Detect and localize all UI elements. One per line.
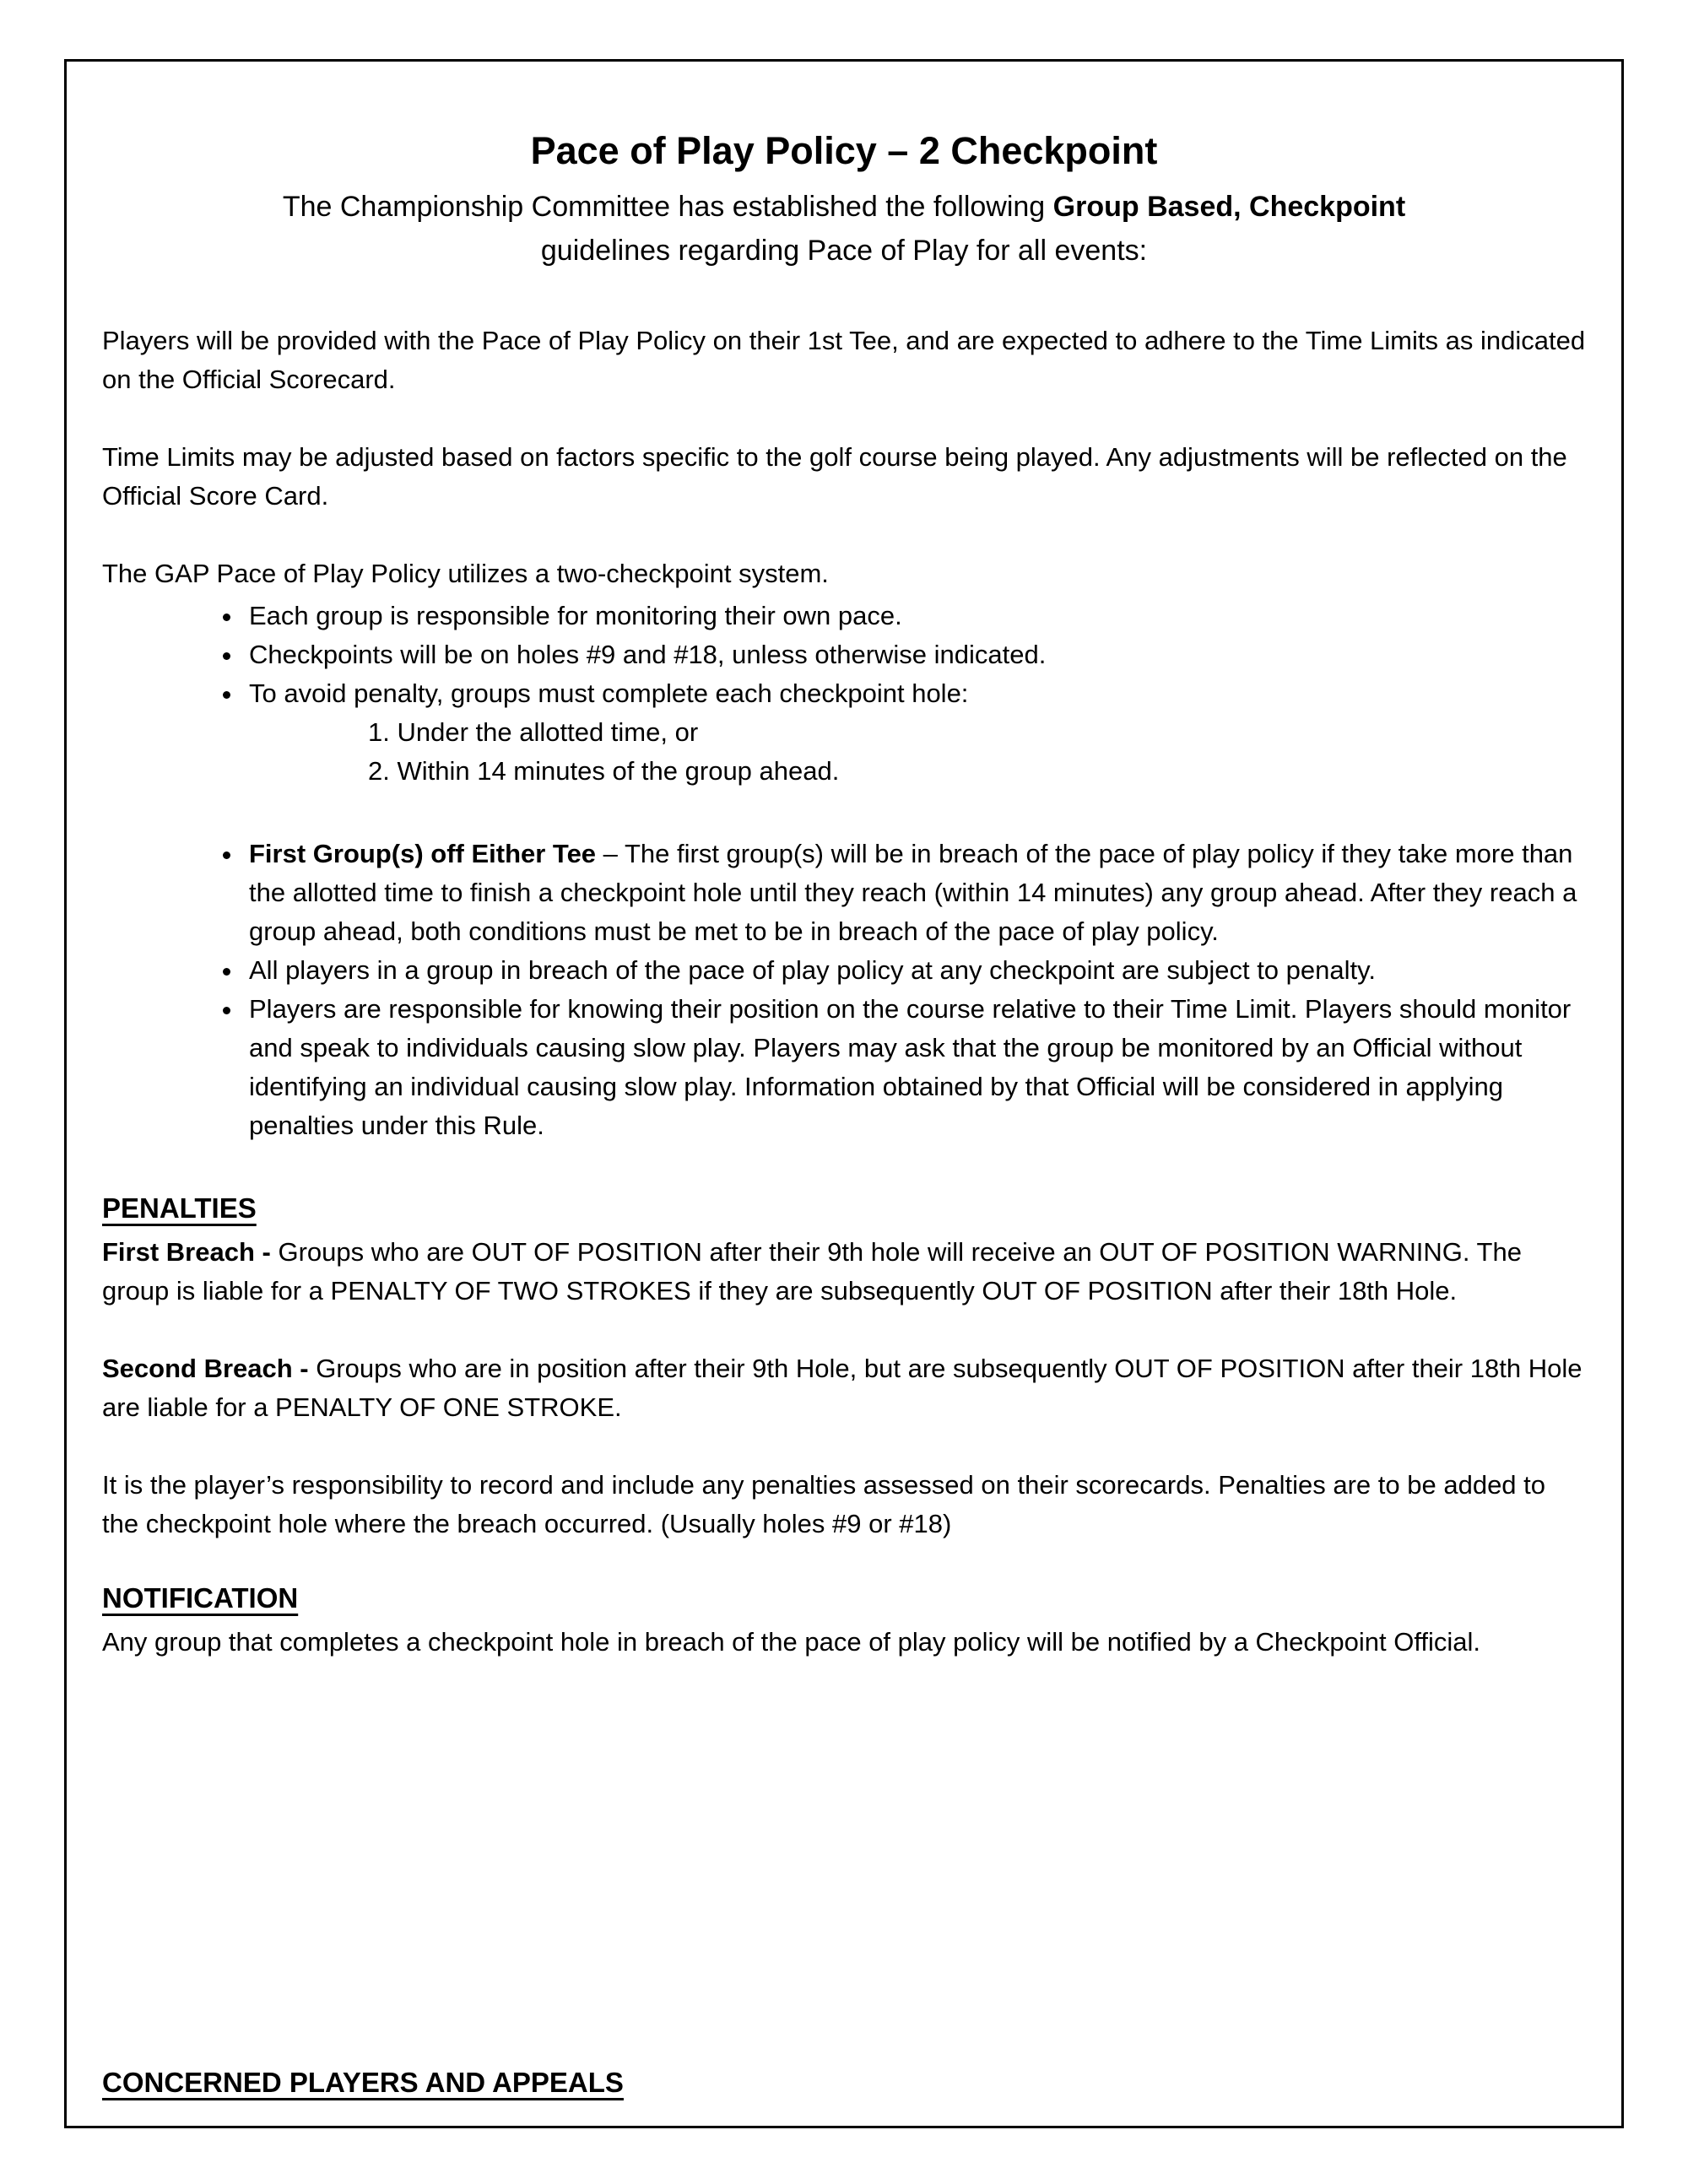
numbered-item-1: 1. Under the allotted time, or [368,717,699,747]
document-subtitle [102,185,1586,273]
second-breach-body: Groups who are in position after their 9th Hole, but are subsequently OUT OF POSITION after their 18th Hole are liable for a PENALTY OF ONE STROKE. [102,1354,1582,1422]
second-breach-paragraph [102,1349,1586,1427]
bullet-item-responsibility: • Players are responsible for knowing their position on the course relative to their Time Limit. Players should monitor and speak to individuals causing slow play. Players may ask that the group be monitored by an Official without identifying an individual causing slow play. Information obtained by that Official will be considered in applying penalties under this Rule. [244,990,1586,1145]
first-breach-paragraph [102,1233,1586,1311]
document-page [64,59,1624,2128]
numbered-sublist [368,713,1586,791]
bullet-item-all-players: • All players in a group in breach of the pace of play policy at any checkpoint are subject to penalty. [244,951,1586,990]
document-title: Pace of Play Policy – 2 Checkpoint [530,129,1158,172]
bullet-item-checkpoints: • Checkpoints will be on holes #9 and #18, unless otherwise indicated. [244,635,1586,674]
subtitle-text-post: guidelines regarding Pace of Play for all events: [540,235,1148,267]
bullet-item-avoid-penalty: • To avoid penalty, groups must complete each checkpoint hole: [244,674,1586,713]
penalties-heading: PENALTIES [102,1192,257,1224]
first-breach-body: Groups who are OUT OF POSITION after their 9th hole will receive an OUT OF POSITION WARNING. The group is liable for a PENALTY OF TWO STROKES if they are subsequently OUT OF POSITION after their 18th Hole. [102,1237,1522,1306]
intro-paragraph-1: Players will be provided with the Pace of Play Policy on their 1st Tee, and are expected to adhere to the Time Limits as indicated on the Official Scorecard. [102,326,1586,394]
first-groups-body: – The first group(s) will be in breach of the pace of play policy if they take more than the allotted time to finish a checkpoint hole until they reach (within 14 minutes) any group ahead. After they reach a group ahead, both conditions must be met to be in breach of the pace of play policy. [249,839,1577,946]
subtitle-text-bold: Group Based, Checkpoint [1052,191,1406,223]
second-breach-lead-bold: Second Breach - [102,1354,316,1383]
intro-paragraph-3: The GAP Pace of Play Policy utilizes a two-checkpoint system. [102,559,829,588]
bullet-item-first-groups [244,835,1586,951]
first-groups-lead-bold: First Group(s) off Either Tee [249,839,597,868]
notification-heading: NOTIFICATION [102,1582,299,1614]
first-breach-lead-bold: First Breach - [102,1237,279,1267]
bullet-list-2 [193,835,1586,1145]
subtitle-text-pre: The Championship Committee has established the following [282,191,1053,223]
penalties-responsibility-paragraph: It is the player’s responsibility to record and include any penalties assessed on their scorecards. Penalties are to be added to the checkpoint hole where the breach occurred. (Usually holes #9 or #18) [102,1470,1546,1538]
bullet-list-1 [193,597,1586,713]
concerned-players-appeals-heading: CONCERNED PLAYERS AND APPEALS [102,2067,624,2098]
numbered-item-2: 2. Within 14 minutes of the group ahead. [368,756,840,786]
bullet-item-own-pace: • Each group is responsible for monitoring their own pace. [244,597,1586,635]
notification-paragraph: Any group that completes a checkpoint hole in breach of the pace of play policy will be notified by a Checkpoint Official. [102,1627,1481,1657]
intro-paragraph-2: Time Limits may be adjusted based on factors specific to the golf course being played. Any adjustments will be reflected on the Official Score Card. [102,442,1567,511]
